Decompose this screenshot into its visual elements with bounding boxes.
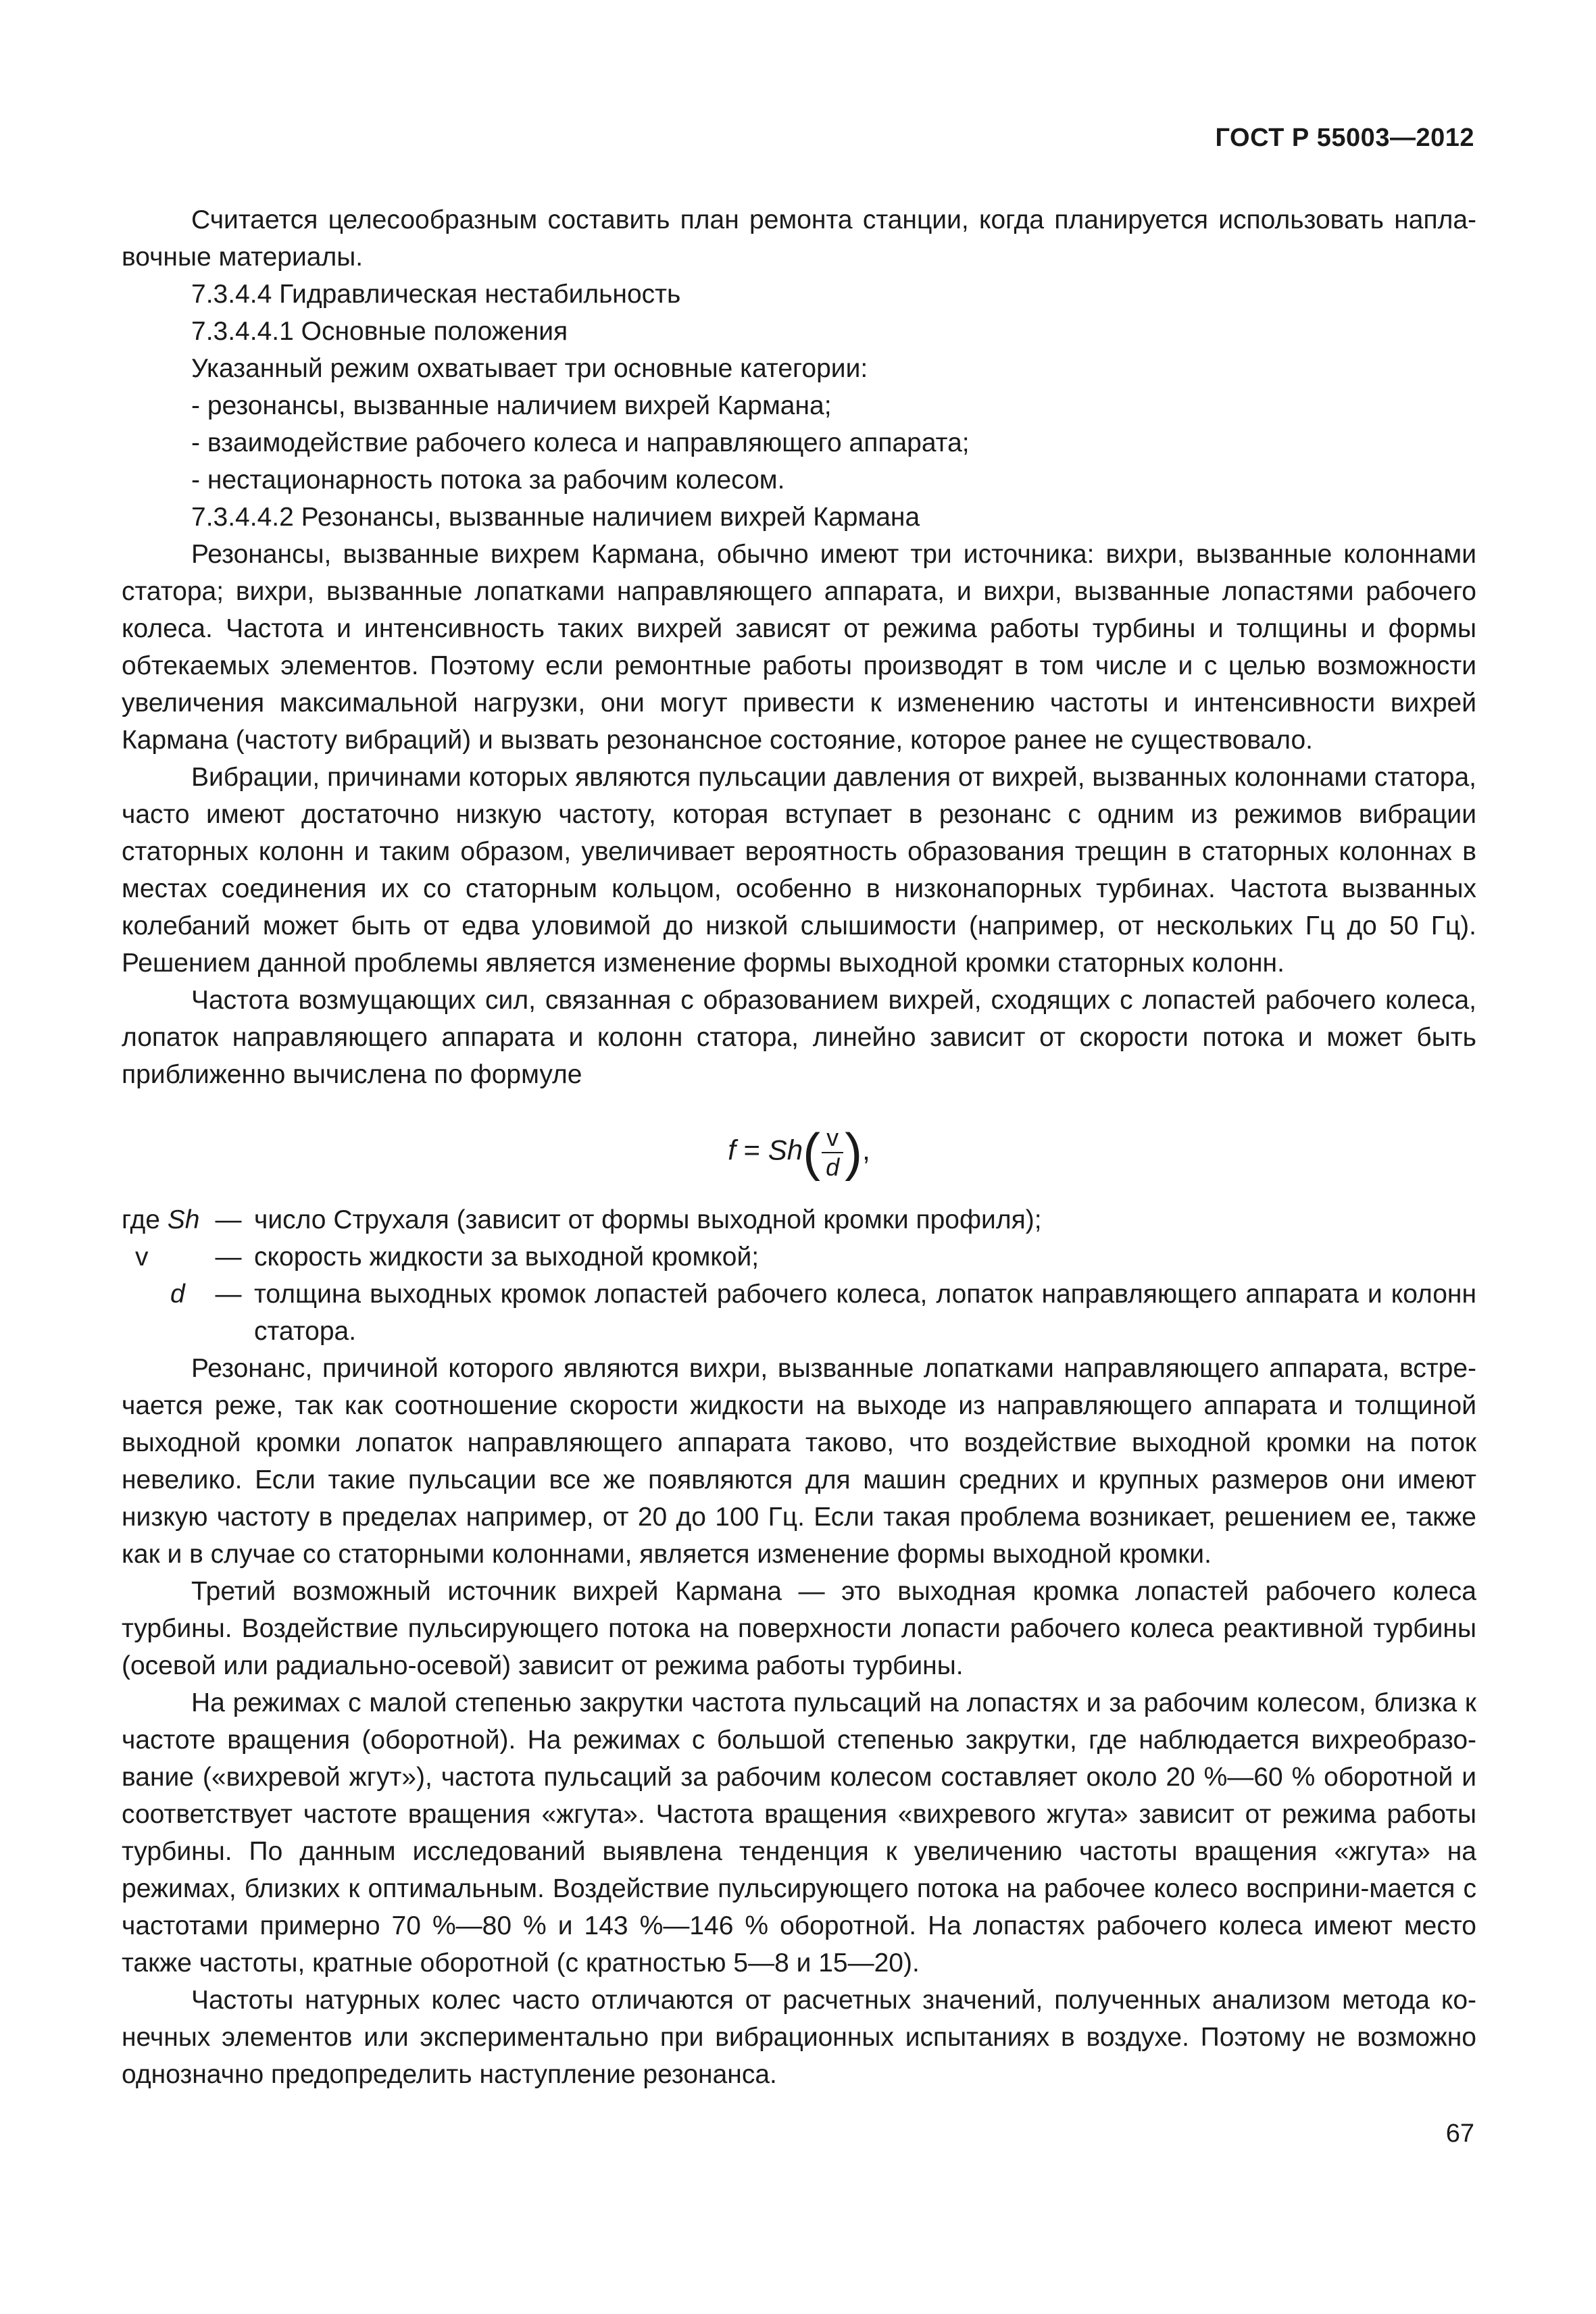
standard-header: ГОСТ Р 55003—2012 — [1215, 124, 1474, 152]
formula-lhs: f — [728, 1134, 736, 1166]
right-paren: ) — [845, 1122, 863, 1182]
where-dash: — — [215, 1280, 242, 1309]
where-item — [122, 1276, 1476, 1350]
formula-coefficient: Sh — [768, 1134, 803, 1166]
paragraph: Частота возмущающих сил, связанная с образованием вихрей, сходящих с лопастей рабочего колеса, лопаток направляющего аппарата и колонн статора, линейно зависит от скорости потока и может быть приближенно вычислена по формуле — [122, 986, 1476, 1089]
where-item — [122, 1201, 1476, 1238]
document-body — [122, 201, 1476, 2093]
formula-equals: = — [743, 1134, 761, 1166]
paragraph: Вибрации, причинами которых являются пульсации давления от вихрей, вызванных колоннами статора, часто имеют достаточно низкую частоту, которая вступает в резонанс с одним из режимов вибрации статорных колонн и таким образом, увеличивает вероятность образования трещин в статорных колоннах в местах соединения их со статорным кольцом, особенно в низконапорных турбинах. Частота вызванных колебаний может быть от едва уловимой до низкой слышимости (например, от нескольких Гц до 50 Гц). Решением данной проблемы является изменение формы выходной кромки статорных колонн. — [122, 763, 1476, 978]
where-description: число Струхаля (зависит от формы выходной кромки профиля); — [254, 1205, 1042, 1234]
strouhal-formula — [122, 1100, 1476, 1201]
where-symbol: v — [135, 1242, 149, 1272]
formula-fraction — [822, 1124, 843, 1182]
where-item — [122, 1238, 1476, 1276]
list-item: - нестационарность потока за рабочим колесом. — [191, 466, 785, 495]
where-dash: — — [215, 1242, 242, 1272]
paragraph: Резонанс, причиной которого являются вихри, вызванные лопатками направляющего аппарата, встре-чается реже, так как соотношение скорости жидкости на выходе из направляющего аппарата и толщиной выходной кромки лопаток направляющего аппарата таково, что воздействие выходной кромки на поток невелико. Если такие пульсации все же появляются для машин средних и крупных размеров они имеют низкую частоту в пределах например, от 20 до 100 Гц. Если такая проблема возникает, решением ее, также как и в случае со статорными колоннами, является изменение формы выходной кромки. — [122, 1354, 1476, 1569]
formula-numerator: v — [822, 1124, 843, 1153]
section-heading: 7.3.4.4 Гидравлическая нестабильность — [191, 280, 681, 309]
left-paren: ( — [803, 1122, 821, 1182]
paragraph-intro: Считается целесообразным составить план ремонта станции, когда планируется использовать напла-вочные материалы. — [122, 205, 1476, 272]
list-item: - резонансы, вызванные наличием вихрей Кармана; — [191, 391, 832, 420]
paragraph: Указанный режим охватывает три основные категории: — [191, 354, 868, 383]
paragraph: На режимах с малой степенью закрутки частота пульсаций на лопастях и за рабочим колесом, близка к частоте вращения (оборотной). На режимах с большой степенью закрутки, где наблюдается вихреобразо-вание («вихревой жгут»), частота пульсаций за рабочим колесом составляет около 20 %—60 % оборотной и соответствует частоте вращения «жгута». Частота вращения «вихревого жгута» зависит от режима работы турбины. По данным исследований выявлена тенденция к увеличению частоты вращения «жгута» на режимах, близких к оптимальным. Воздействие пульсирующего потока на рабочее колесо восприни-мается с частотами примерно 70 %—80 % и 143 %—146 % оборотной. На лопастях рабочего колеса имеют место также частоты, кратные оборотной (с кратностью 5—8 и 15—20). — [122, 1688, 1476, 1978]
list-item: - взаимодействие рабочего колеса и направляющего аппарата; — [191, 428, 970, 457]
where-symbol: Sh — [167, 1205, 200, 1234]
where-lead: где — [122, 1205, 160, 1234]
where-symbol: d — [170, 1280, 185, 1309]
where-list — [122, 1201, 1476, 1350]
paragraph: Третий возможный источник вихрей Кармана — это выходная кромка лопастей рабочего колеса турбины. Воздействие пульсирующего потока на поверхности лопасти рабочего колеса реактивной турбины (осевой или радиально-осевой) зависит от режима работы турбины. — [122, 1577, 1476, 1680]
subsection-heading: 7.3.4.4.2 Резонансы, вызванные наличием вихрей Кармана — [191, 503, 920, 532]
where-dash: — — [215, 1205, 242, 1234]
subsection-heading: 7.3.4.4.1 Основные положения — [191, 317, 568, 346]
paragraph: Резонансы, вызванные вихрем Кармана, обычно имеют три источника: вихри, вызванные колоннами статора; вихри, вызванные лопатками направляющего аппарата, и вихри, вызванные лопастями рабочего колеса. Частота и интенсивность таких вихрей зависят от режима работы турбины и толщины и формы обтекаемых элементов. Поэтому если ремонтные работы производят в том числе и с целью возможности увеличения максимальной нагрузки, они могут привести к изменению частоты и интенсивности вихрей Кармана (частоту вибраций) и вызвать резонансное состояние, которое ранее не существовало. — [122, 540, 1476, 755]
paragraph: Частоты натурных колес часто отличаются от расчетных значений, полученных анализом метода ко-нечных элементов или экспериментально при вибрационных испытаниях в воздухе. Поэтому не возможно однозначно предопределить наступление резонанса. — [122, 1986, 1476, 2089]
page-number: 67 — [1445, 2119, 1474, 2148]
where-description: толщина выходных кромок лопастей рабочего колеса, лопаток направляющего аппарата и колонн статора. — [254, 1280, 1476, 1346]
where-description: скорость жидкости за выходной кромкой; — [254, 1242, 759, 1272]
formula-denominator: d — [826, 1153, 840, 1181]
formula-comma: , — [862, 1134, 870, 1166]
